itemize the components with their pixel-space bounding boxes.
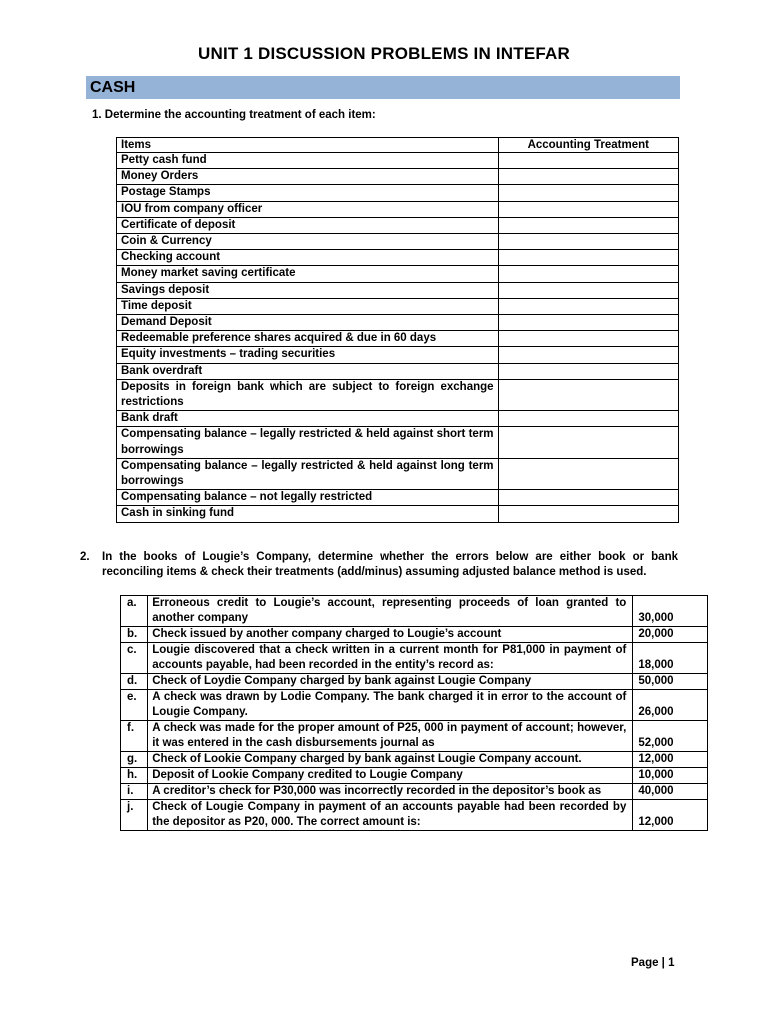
item-cell: Savings deposit — [117, 282, 499, 298]
accounting-treatment-cell[interactable] — [498, 379, 678, 410]
item-letter: f. — [121, 721, 148, 752]
item-description: Deposit of Lookie Company credited to Lougie Company — [148, 768, 633, 784]
item-cell: Bank overdraft — [117, 363, 499, 379]
accounting-treatment-cell[interactable] — [498, 298, 678, 314]
item-amount: 30,000 — [633, 596, 708, 627]
table-header-row — [117, 138, 679, 153]
accounting-treatment-cell[interactable] — [498, 490, 678, 506]
item-letter: b. — [121, 627, 148, 643]
item-letter: j. — [121, 800, 148, 831]
table-row — [117, 282, 679, 298]
item-amount: 10,000 — [633, 768, 708, 784]
table-row — [121, 643, 708, 674]
accounting-treatment-cell[interactable] — [498, 363, 678, 379]
accounting-treatment-cell[interactable] — [498, 185, 678, 201]
item-description: Check of Lookie Company charged by bank against Lougie Company account. — [148, 752, 633, 768]
item-letter: c. — [121, 643, 148, 674]
item-letter: e. — [121, 690, 148, 721]
table-row — [117, 201, 679, 217]
accounting-treatment-cell[interactable] — [498, 153, 678, 169]
item-letter: g. — [121, 752, 148, 768]
question-2-text: In the books of Lougie’s Company, determine whether the errors below are either book or bank reconciling items & check their treatments (add/minus) assuming adjusted balance method is used. — [102, 551, 678, 579]
item-letter: a. — [121, 596, 148, 627]
table-row — [117, 250, 679, 266]
accounting-treatment-cell[interactable] — [498, 217, 678, 233]
column-header-items: Items — [117, 138, 499, 153]
table-row — [117, 427, 679, 458]
item-cell: Postage Stamps — [117, 185, 499, 201]
accounting-treatment-cell[interactable] — [498, 266, 678, 282]
table-row — [117, 379, 679, 410]
table-row — [117, 363, 679, 379]
table-row — [117, 217, 679, 233]
item-amount: 26,000 — [633, 690, 708, 721]
page-title: UNIT 1 DISCUSSION PROBLEMS IN INTEFAR — [198, 44, 570, 63]
item-amount: 50,000 — [633, 674, 708, 690]
table-row — [117, 234, 679, 250]
item-description: Lougie discovered that a check written in a current month for P81,000 in payment of accounts payable, had been recorded in the entity’s record as: — [148, 643, 633, 674]
accounting-treatment-cell[interactable] — [498, 250, 678, 266]
item-cell: Money Orders — [117, 169, 499, 185]
item-letter: d. — [121, 674, 148, 690]
page-number: Page | 1 — [631, 957, 675, 969]
table-row — [117, 298, 679, 314]
item-letter: i. — [121, 784, 148, 800]
item-cell: Petty cash fund — [117, 153, 499, 169]
table-row — [121, 674, 708, 690]
item-amount: 12,000 — [633, 752, 708, 768]
item-cell: Time deposit — [117, 298, 499, 314]
item-cell: IOU from company officer — [117, 201, 499, 217]
table-row — [121, 784, 708, 800]
item-amount: 20,000 — [633, 627, 708, 643]
item-cell: Coin & Currency — [117, 234, 499, 250]
item-description: A check was made for the proper amount of P25, 000 in payment of account; however, it was entered in the cash disbursements journal as — [148, 721, 633, 752]
table-row — [117, 266, 679, 282]
item-cell: Compensating balance – not legally restricted — [117, 490, 499, 506]
table-row — [121, 768, 708, 784]
table-row — [117, 185, 679, 201]
accounting-treatment-cell[interactable] — [498, 506, 678, 522]
table-row — [117, 490, 679, 506]
table-row — [121, 800, 708, 831]
table-row — [121, 721, 708, 752]
item-amount: 52,000 — [633, 721, 708, 752]
table-row — [117, 506, 679, 522]
section-heading: CASH — [86, 76, 680, 99]
item-letter: h. — [121, 768, 148, 784]
item-amount: 12,000 — [633, 800, 708, 831]
table-row — [117, 347, 679, 363]
item-description: A check was drawn by Lodie Company. The bank charged it in error to the account of Lougie Company. — [148, 690, 633, 721]
item-cell: Compensating balance – legally restricted & held against short term borrowings — [117, 427, 499, 458]
question-2 — [80, 550, 678, 580]
item-cell: Compensating balance – legally restricted & held against long term borrowings — [117, 458, 499, 489]
item-cell: Bank draft — [117, 411, 499, 427]
item-cell: Checking account — [117, 250, 499, 266]
item-cell: Deposits in foreign bank which are subject to foreign exchange restrictions — [117, 379, 499, 410]
accounting-treatment-cell[interactable] — [498, 347, 678, 363]
table-row — [117, 458, 679, 489]
item-cell: Money market saving certificate — [117, 266, 499, 282]
item-cell: Demand Deposit — [117, 315, 499, 331]
reconciling-items-table — [120, 595, 708, 831]
question-1: 1. Determine the accounting treatment of each item: — [92, 109, 376, 121]
item-description: Erroneous credit to Lougie’s account, representing proceeds of loan granted to another company — [148, 596, 633, 627]
accounting-treatment-cell[interactable] — [498, 282, 678, 298]
item-amount: 18,000 — [633, 643, 708, 674]
table-row — [117, 153, 679, 169]
item-description: Check of Lougie Company in payment of an accounts payable had been recorded by the depositor as P20, 000. The correct amount is: — [148, 800, 633, 831]
table-row — [117, 169, 679, 185]
question-2-number: 2. — [80, 551, 90, 563]
table-row — [117, 331, 679, 347]
column-header-accounting-treatment: Accounting Treatment — [498, 138, 678, 153]
accounting-treatment-cell[interactable] — [498, 427, 678, 458]
table-row — [121, 596, 708, 627]
accounting-treatment-cell[interactable] — [498, 411, 678, 427]
item-description: A creditor’s check for P30,000 was incorrectly recorded in the depositor’s book as — [148, 784, 633, 800]
item-description: Check issued by another company charged to Lougie’s account — [148, 627, 633, 643]
table-row — [117, 411, 679, 427]
item-cell: Certificate of deposit — [117, 217, 499, 233]
item-amount: 40,000 — [633, 784, 708, 800]
accounting-treatment-cell[interactable] — [498, 201, 678, 217]
table-row — [121, 627, 708, 643]
item-cell: Cash in sinking fund — [117, 506, 499, 522]
accounting-treatment-cell[interactable] — [498, 458, 678, 489]
item-cell: Redeemable preference shares acquired & due in 60 days — [117, 331, 499, 347]
accounting-treatment-cell[interactable] — [498, 331, 678, 347]
accounting-treatment-cell[interactable] — [498, 234, 678, 250]
item-description: Check of Loydie Company charged by bank against Lougie Company — [148, 674, 633, 690]
table-row — [117, 315, 679, 331]
table-row — [121, 690, 708, 721]
item-cell: Equity investments – trading securities — [117, 347, 499, 363]
accounting-treatment-cell[interactable] — [498, 315, 678, 331]
accounting-treatment-cell[interactable] — [498, 169, 678, 185]
table-row — [121, 752, 708, 768]
accounting-treatment-table — [116, 137, 679, 523]
